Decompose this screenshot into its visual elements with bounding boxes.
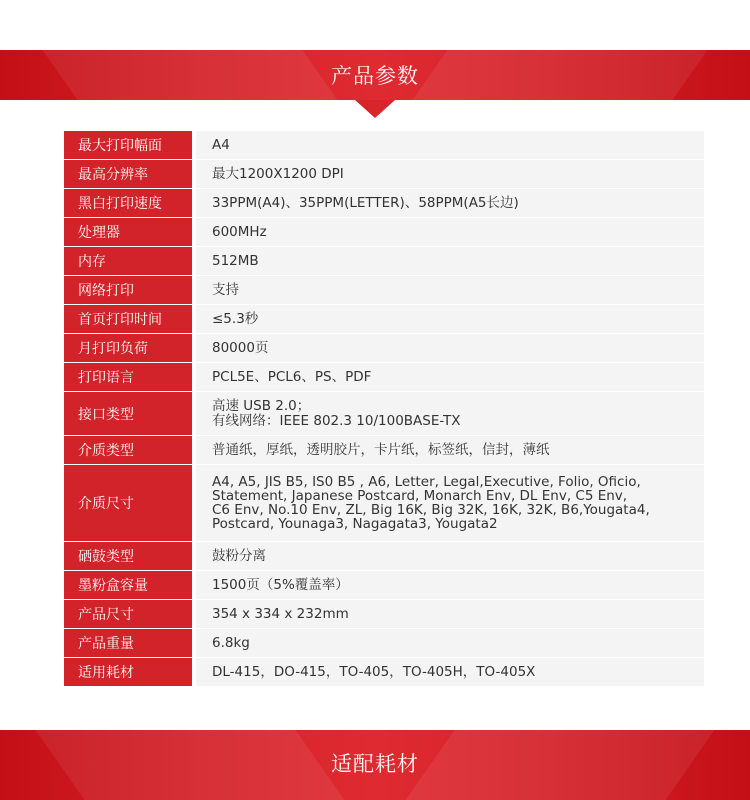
spec-label: 产品重量 [64, 629, 192, 658]
section-title-consumables: 适配耗材 [331, 752, 419, 776]
spec-row-media-type [64, 436, 704, 465]
spec-row-memory [64, 247, 704, 276]
spec-label: 处理器 [64, 218, 192, 247]
spec-row-max-size [64, 131, 704, 160]
spec-row-consumables [64, 658, 704, 687]
spec-label: 硒鼓类型 [64, 542, 192, 571]
spec-value: 支持 [192, 276, 704, 305]
spec-row-drum-type [64, 542, 704, 571]
spec-value: 80000页 [192, 334, 704, 363]
spec-label: 最大打印幅面 [64, 131, 192, 160]
spec-value: 354 x 334 x 232mm [192, 600, 704, 629]
banner-pointer [355, 100, 395, 118]
spec-label: 黑白打印速度 [64, 189, 192, 218]
spec-label: 最高分辨率 [64, 160, 192, 189]
spec-label: 适用耗材 [64, 658, 192, 687]
spec-value: 最大1200X1200 DPI [192, 160, 704, 189]
spec-value: 普通纸，厚纸，透明胶片，卡片纸，标签纸，信封，薄纸 [192, 436, 704, 465]
spec-label: 接口类型 [64, 392, 192, 436]
spec-value: 6.8kg [192, 629, 704, 658]
spec-value: A4 [192, 131, 704, 160]
spec-row-dimensions [64, 600, 704, 629]
spec-row-resolution [64, 160, 704, 189]
spec-row-duty-cycle [64, 334, 704, 363]
spec-label: 介质尺寸 [64, 465, 192, 542]
section-footer-banner [0, 730, 750, 800]
spec-row-interface [64, 392, 704, 436]
spec-row-toner-capacity [64, 571, 704, 600]
spec-value: 512MB [192, 247, 704, 276]
spec-row-processor [64, 218, 704, 247]
spec-label: 打印语言 [64, 363, 192, 392]
spec-row-weight [64, 629, 704, 658]
section-title-product-params: 产品参数 [331, 64, 419, 88]
spec-label: 首页打印时间 [64, 305, 192, 334]
section-header-banner [0, 50, 750, 100]
spec-value: 33PPM(A4)、35PPM(LETTER)、58PPM(A5长边) [192, 189, 704, 218]
spec-value: 高速 USB 2.0； 有线网络：IEEE 802.3 10/100BASE-TX [192, 392, 704, 436]
spec-value: DL-415，DO-415，TO-405，TO-405H，TO-405X [192, 658, 704, 687]
spec-label: 墨粉盒容量 [64, 571, 192, 600]
spec-label: 产品尺寸 [64, 600, 192, 629]
spec-table [64, 131, 704, 687]
spec-label: 介质类型 [64, 436, 192, 465]
spec-value: 600MHz [192, 218, 704, 247]
spec-row-speed [64, 189, 704, 218]
spec-label: 月打印负荷 [64, 334, 192, 363]
spec-value: PCL5E、PCL6、PS、PDF [192, 363, 704, 392]
spec-row-media-size [64, 465, 704, 542]
spec-value: A4, A5, JIS B5, IS0 B5 , A6, Letter, Legal,Executive, Folio, Oficio, Statement, Japanese Postcard, Monarch Env, DL Env, C5 Env, C6 Env, No.10 Env, ZL, Big 16K, Big 32K, 16K, 32K, B6,Yougata4, Postcard, Younaga3, Nagagata3, Yougata2 [192, 465, 704, 542]
spec-value: ≤5.3秒 [192, 305, 704, 334]
spec-label: 内存 [64, 247, 192, 276]
spec-row-first-page [64, 305, 704, 334]
spec-value: 1500页（5%覆盖率） [192, 571, 704, 600]
spec-row-network [64, 276, 704, 305]
spec-label: 网络打印 [64, 276, 192, 305]
spec-row-language [64, 363, 704, 392]
spec-value: 鼓粉分离 [192, 542, 704, 571]
